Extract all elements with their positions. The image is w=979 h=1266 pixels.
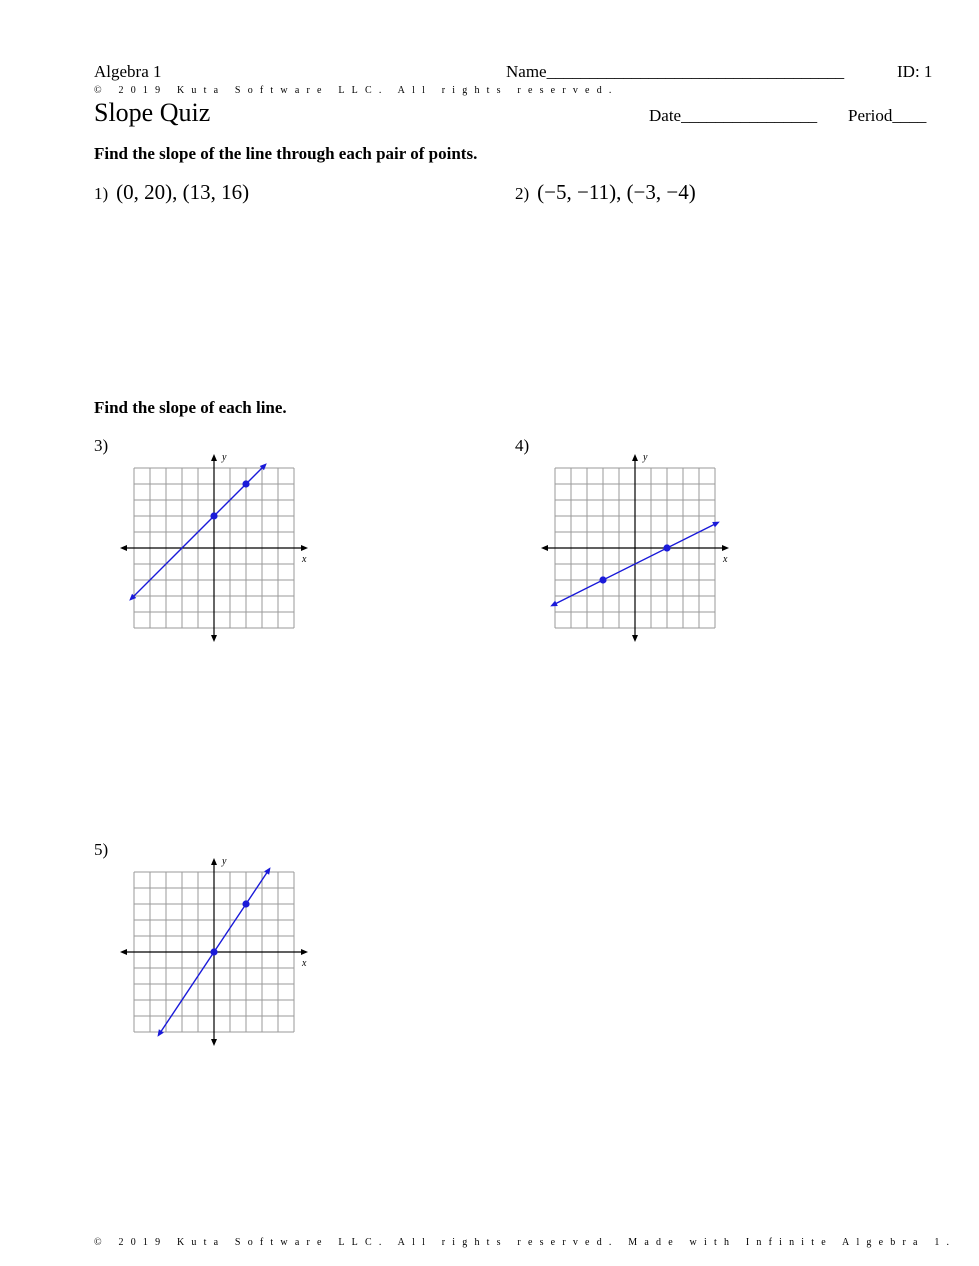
page-title: Slope Quiz <box>94 98 211 127</box>
worksheet-id: ID: 1 <box>897 62 933 81</box>
problem-2 <box>515 180 696 205</box>
axis-arrow <box>301 949 308 955</box>
problem-number-3: 3) <box>94 436 109 455</box>
y-axis-label: y <box>643 452 648 463</box>
point-pair: (0, 20), (13, 16) <box>116 180 250 204</box>
x-axis-label: x <box>302 554 307 565</box>
line-arrow <box>264 867 270 874</box>
axis-arrow <box>211 1039 217 1046</box>
graph-problem-3 <box>110 448 320 658</box>
instruction-lines: Find the slope of each line. <box>94 398 287 417</box>
y-axis-label: y <box>222 452 227 463</box>
course-name: Algebra 1 <box>94 62 162 81</box>
point-pair: (−5, −11), (−3, −4) <box>537 180 696 204</box>
axis-arrow <box>211 858 217 865</box>
graph-point <box>663 544 670 551</box>
axis-arrow <box>211 635 217 642</box>
name-field[interactable]: Name___________________________________ <box>506 62 845 81</box>
axis-arrow <box>120 949 127 955</box>
graph-point <box>242 480 249 487</box>
page-footer: © 2019 Kuta Software LLC. All rights reserved. Made with Infinite Algebra 1. <box>94 1237 957 1248</box>
problem-number-4: 4) <box>515 436 530 455</box>
graph-point <box>242 900 249 907</box>
date-field[interactable]: Date________________ <box>649 106 818 125</box>
instruction-points: Find the slope of the line through each pair of points. <box>94 144 478 163</box>
period-field[interactable]: Period____ <box>848 106 927 125</box>
graph-problem-4 <box>531 448 741 658</box>
graph-point <box>210 512 217 519</box>
axis-arrow <box>120 545 127 551</box>
y-axis-label: y <box>222 856 227 867</box>
graph-point <box>210 948 217 955</box>
x-axis-label: x <box>302 958 307 969</box>
axis-arrow <box>301 545 308 551</box>
graph-point <box>599 576 606 583</box>
x-axis-label: x <box>723 554 728 565</box>
axis-arrow <box>541 545 548 551</box>
graph-problem-5 <box>110 852 320 1062</box>
axis-arrow <box>211 454 217 461</box>
problem-number: 1) <box>94 184 109 203</box>
axis-arrow <box>632 635 638 642</box>
axis-arrow <box>632 454 638 461</box>
problem-number-5: 5) <box>94 840 109 859</box>
axis-arrow <box>722 545 729 551</box>
problem-number: 2) <box>515 184 530 203</box>
line-arrow <box>157 1029 163 1036</box>
problem-1 <box>94 180 249 205</box>
copyright-line: © 2019 Kuta Software LLC. All rights reserved. <box>94 85 619 96</box>
